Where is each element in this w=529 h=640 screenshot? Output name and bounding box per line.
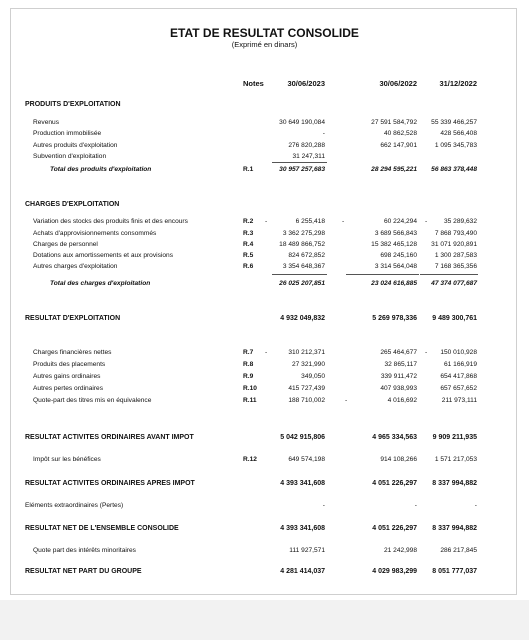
row-value: 18 489 866,752 xyxy=(279,241,325,248)
row-value: 1 300 287,583 xyxy=(434,252,477,259)
impot-label: Impôt sur les bénéfices xyxy=(33,456,101,463)
row-value: 4 016,692 xyxy=(387,397,417,404)
negative-sign: - xyxy=(425,218,428,225)
apres-impot-value: 4 393 341,608 xyxy=(280,480,325,487)
row-label: Charges financières nettes xyxy=(33,349,112,356)
minoritaires-value: 21 242,998 xyxy=(383,547,417,554)
produits-total-value: 28 294 595,221 xyxy=(371,166,417,173)
row-label: Charges de personnel xyxy=(33,241,98,248)
row-note: R.4 xyxy=(243,241,254,248)
document-subtitle: (Exprimé en dinars) xyxy=(231,40,298,49)
page-background xyxy=(0,600,529,640)
avant-impot-label: RESULTAT ACTIVITES ORDINAIRES AVANT IMPOT xyxy=(25,434,194,441)
row-value: 61 166,919 xyxy=(443,361,477,368)
row-value: 276 820,288 xyxy=(288,142,325,149)
charges-total-value: 26 025 207,851 xyxy=(279,280,325,287)
net-groupe-label: RESULTAT NET PART DU GROUPE xyxy=(25,568,142,575)
col-header-2023: 30/06/2023 xyxy=(287,79,325,88)
col-header-notes: Notes xyxy=(243,79,264,88)
section-charges-title: CHARGES D'EXPLOITATION xyxy=(25,201,120,208)
row-label: Variation des stocks des produits finis et des encours xyxy=(33,218,188,225)
produits-total-value: 30 957 257,683 xyxy=(279,166,325,173)
row-label: Autres charges d'exploitation xyxy=(33,263,118,270)
row-value: 824 672,852 xyxy=(288,252,325,259)
row-label: Subvention d'exploitation xyxy=(33,153,107,160)
negative-sign: - xyxy=(265,218,268,225)
row-note: R.11 xyxy=(243,397,257,404)
row-label: Autres produits d'exploitation xyxy=(33,142,118,149)
row-value: 428 566,408 xyxy=(440,130,477,137)
row-note: R.2 xyxy=(243,218,254,225)
row-value: 407 938,993 xyxy=(380,385,417,392)
row-note: R.5 xyxy=(243,252,254,259)
resultat-exploitation-value: 9 489 300,761 xyxy=(432,315,477,322)
row-value: 6 255,418 xyxy=(295,218,325,225)
row-value: 698 245,160 xyxy=(380,252,417,259)
net-groupe-value: 4 029 983,299 xyxy=(372,568,417,575)
section-produits-title: PRODUITS D'EXPLOITATION xyxy=(25,101,121,108)
row-value: 27 591 584,792 xyxy=(371,119,417,126)
net-ensemble-value: 4 051 226,297 xyxy=(372,525,417,532)
resultat-exploitation-value: 5 269 978,336 xyxy=(372,315,417,322)
produits-total-note: R.1 xyxy=(243,166,254,173)
subtotal-rule xyxy=(272,162,327,163)
row-value: 1 095 345,783 xyxy=(434,142,477,149)
col-header-2022-12: 31/12/2022 xyxy=(439,79,477,88)
row-note: R.6 xyxy=(243,263,254,270)
impot-value: 649 574,198 xyxy=(288,456,325,463)
negative-sign: - xyxy=(265,349,268,356)
row-value: 27 321,990 xyxy=(291,361,325,368)
negative-sign: - xyxy=(342,218,345,225)
row-value: 3 354 648,367 xyxy=(282,263,325,270)
produits-total-value: 56 863 378,448 xyxy=(431,166,477,173)
row-value: 31 071 920,891 xyxy=(431,241,477,248)
row-label: Produits des placements xyxy=(33,361,106,368)
resultat-exploitation-label: RESULTAT D'EXPLOITATION xyxy=(25,315,121,322)
impot-value: 1 571 217,053 xyxy=(434,456,477,463)
row-label: Revenus xyxy=(33,119,60,126)
extra-value: - xyxy=(414,502,417,509)
row-label: Achats d'approvisionnements consommés xyxy=(33,230,157,237)
minoritaires-value: 111 927,571 xyxy=(289,547,325,554)
row-value: 657 657,652 xyxy=(440,385,477,392)
row-note: R.10 xyxy=(243,385,257,392)
avant-impot-value: 4 965 334,563 xyxy=(372,434,417,441)
apres-impot-label: RESULTAT ACTIVITES ORDINAIRES APRES IMPOT xyxy=(25,480,195,487)
subtotal-rule xyxy=(346,274,419,275)
net-ensemble-value: 4 393 341,608 xyxy=(280,525,325,532)
charges-total-value: 23 024 616,885 xyxy=(371,280,417,287)
charges-total-value: 47 374 077,687 xyxy=(431,280,477,287)
row-label: Autres pertes ordinaires xyxy=(33,385,104,392)
resultat-exploitation-value: 4 932 049,832 xyxy=(280,315,325,322)
row-value: 150 010,928 xyxy=(440,349,477,356)
row-value: 662 147,901 xyxy=(380,142,417,149)
negative-sign: - xyxy=(425,349,428,356)
minoritaires-value: 286 217,845 xyxy=(440,547,477,554)
net-groupe-value: 4 281 414,037 xyxy=(280,568,325,575)
row-value: 3 689 566,843 xyxy=(374,230,417,237)
row-value: 188 710,002 xyxy=(288,397,325,404)
subtotal-rule xyxy=(272,274,327,275)
row-value: 35 289,632 xyxy=(443,218,477,225)
row-value: - xyxy=(322,130,325,137)
row-value: 349,050 xyxy=(301,373,325,380)
avant-impot-value: 5 042 915,806 xyxy=(280,434,325,441)
row-label: Dotations aux amortissements et aux provisions xyxy=(33,252,173,259)
row-value: 40 862,528 xyxy=(383,130,417,137)
row-note: R.8 xyxy=(243,361,254,368)
row-value: 60 224,294 xyxy=(383,218,417,225)
row-value: 30 649 190,084 xyxy=(279,119,325,126)
row-label: Autres gains ordinaires xyxy=(33,373,101,380)
row-value: 3 314 564,048 xyxy=(374,263,417,270)
minoritaires-label: Quote part des intérêts minoritaires xyxy=(33,547,136,554)
row-note: R.7 xyxy=(243,349,254,356)
row-label: Quote-part des titres mis en équivalence xyxy=(33,397,152,404)
extra-value: - xyxy=(322,502,325,509)
col-header-2022-06: 30/06/2022 xyxy=(379,79,417,88)
row-value: 415 727,439 xyxy=(288,385,325,392)
impot-value: 914 108,266 xyxy=(380,456,417,463)
net-ensemble-label: RESULTAT NET DE L'ENSEMBLE CONSOLIDE xyxy=(25,525,179,532)
row-value: 32 865,117 xyxy=(384,361,417,368)
produits-total-label: Total des produits d'exploitation xyxy=(50,166,152,173)
avant-impot-value: 9 909 211,935 xyxy=(432,434,477,441)
net-ensemble-value: 8 337 994,882 xyxy=(432,525,477,532)
apres-impot-value: 8 337 994,882 xyxy=(432,480,477,487)
subtotal-rule xyxy=(420,274,478,275)
row-label: Production immobilisée xyxy=(33,130,102,137)
row-value: 310 212,371 xyxy=(288,349,325,356)
row-value: 15 382 465,128 xyxy=(371,241,417,248)
row-value: 211 973,111 xyxy=(441,397,477,404)
row-value: 7 868 793,490 xyxy=(434,230,477,237)
net-groupe-value: 8 051 777,037 xyxy=(432,568,477,575)
row-value: 339 911,472 xyxy=(380,373,417,380)
extra-value: - xyxy=(474,502,477,509)
row-note: R.9 xyxy=(243,373,254,380)
row-value: 3 362 275,298 xyxy=(282,230,325,237)
extra-label: Eléments extraordinaires (Pertes) xyxy=(25,502,124,509)
apres-impot-value: 4 051 226,297 xyxy=(372,480,417,487)
charges-total-label: Total des charges d'exploitation xyxy=(50,280,151,287)
row-note: R.3 xyxy=(243,230,254,237)
negative-sign: - xyxy=(345,397,348,404)
row-value: 265 464,677 xyxy=(380,349,417,356)
row-value: 654 417,868 xyxy=(440,373,477,380)
impot-note: R.12 xyxy=(243,456,257,463)
row-value: 7 168 365,356 xyxy=(434,263,477,270)
document-title: ETAT DE RESULTAT CONSOLIDE xyxy=(170,26,359,40)
row-value: 31 247,311 xyxy=(292,153,325,160)
row-value: 55 339 466,257 xyxy=(431,119,477,126)
